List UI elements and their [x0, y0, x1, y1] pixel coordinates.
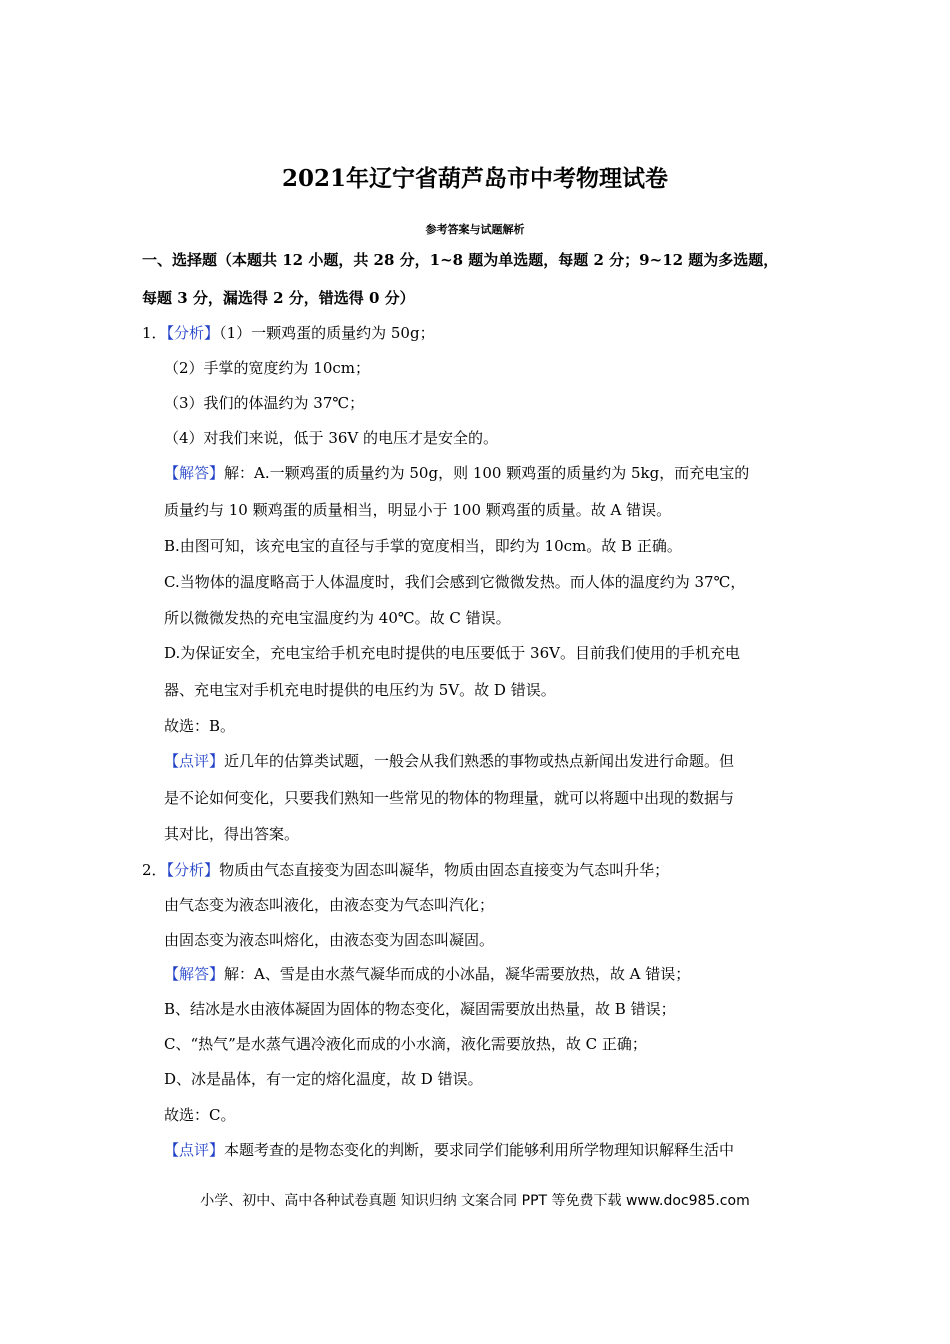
q1-option-c: C.当物体的温度略高于人体温度时，我们会感到它微微发热。而人体的温度约为 37℃，	[164, 573, 746, 591]
q2-comment-tag: 【点评】	[164, 1141, 225, 1159]
q2-option-b: B、结冰是水由液体凝固为固体的物态变化，凝固需要放出热量，故 B 错误；	[164, 1000, 676, 1018]
q1-option-d: D.为保证安全，充电宝给手机充电时提供的电压要低于 36V。目前我们使用的手机充电	[164, 644, 740, 662]
q1-comment-text: 近几年的估算类试题，一般会从我们熟悉的事物或热点新闻出发进行命题。但	[224, 752, 735, 770]
q1-analysis-line	[142, 323, 435, 343]
q2-analysis-line	[142, 860, 669, 880]
q1-option-d: 器、充电宝对手机充电时提供的电压约为 5V。故 D 错误。	[164, 681, 556, 699]
page-subtitle: 参考答案与试题解析	[425, 223, 525, 236]
q2-analysis-text: 物质由气态直接变为固态叫凝华，物质由固态直接变为气态叫升华；	[219, 861, 670, 879]
q1-comment-line: 其对比，得出答案。	[164, 825, 300, 843]
q2-answer-line	[164, 964, 690, 984]
section-heading-line2: 每题 3 分，漏选得 2 分，错选得 0 分）	[142, 289, 415, 307]
q1-answer-tag: 【解答】	[164, 464, 225, 482]
q2-comment-line	[164, 1140, 734, 1160]
q1-answer-line: 质量约与 10 颗鸡蛋的质量相当，明显小于 100 颗鸡蛋的质量。故 A 错误。	[164, 501, 672, 519]
q1-comment-line: 是不论如何变化，只要我们熟知一些常见的物体的物理量，就可以将题中出现的数据与	[164, 789, 735, 807]
q1-answer-line	[164, 463, 749, 483]
q2-choice: 故选：C。	[164, 1106, 236, 1124]
q2-answer-tag: 【解答】	[164, 965, 225, 983]
q1-analysis-text: （1）一颗鸡蛋的质量约为 50g；	[219, 324, 435, 342]
page-title: 2021年辽宁省葫芦岛市中考物理试卷	[281, 165, 668, 192]
section-heading-line1: 一、选择题（本题共 12 小题，共 28 分，1~8 题为单选题，每题 2 分；9~12 题为多选题，	[142, 251, 779, 269]
q2-analysis-tag: 【分析】	[166, 861, 220, 879]
q1-number: 1．	[142, 324, 167, 342]
q1-comment-line	[164, 751, 734, 771]
q1-answer-text: 解：A.一颗鸡蛋的质量约为 50g，则 100 颗鸡蛋的质量约为 5kg，而充电宝的	[224, 464, 750, 482]
q2-comment-text: 本题考查的是物态变化的判断，要求同学们能够利用所学物理知识解释生活中	[224, 1141, 735, 1159]
q1-choice: 故选：B。	[164, 717, 236, 735]
q2-analysis-item: 由气态变为液态叫液化，由液态变为气态叫汽化；	[164, 896, 495, 914]
q1-option-b: B.由图可知，该充电宝的直径与手掌的宽度相当，即约为 10cm。故 B 正确。	[164, 537, 682, 555]
q1-analysis-item: （2）手掌的宽度约为 10cm；	[164, 359, 371, 377]
q1-comment-tag: 【点评】	[164, 752, 225, 770]
q1-analysis-tag: 【分析】	[166, 324, 220, 342]
q2-option-d: D、冰是晶体，有一定的熔化温度，故 D 错误。	[164, 1070, 483, 1088]
q2-option-c: C、“热气”是水蒸气遇冷液化而成的小水滴，液化需要放热，故 C 正确；	[164, 1035, 647, 1053]
q2-answer-text: 解：A、雪是由水蒸气凝华而成的小冰晶，凝华需要放热，故 A 错误；	[224, 965, 691, 983]
q1-option-c: 所以微微发热的充电宝温度约为 40℃。故 C 错误。	[164, 609, 511, 627]
q1-analysis-item: （4）对我们来说，低于 36V 的电压才是安全的。	[164, 429, 499, 447]
page-footer: 小学、初中、高中各种试卷真题 知识归纳 文案合同 PPT 等免费下载 www.doc985.com	[200, 1193, 750, 1209]
q1-analysis-item: （3）我们的体温约为 37℃；	[164, 394, 365, 412]
q2-number: 2．	[142, 861, 167, 879]
q2-analysis-item: 由固态变为液态叫熔化，由液态变为固态叫凝固。	[164, 931, 495, 949]
